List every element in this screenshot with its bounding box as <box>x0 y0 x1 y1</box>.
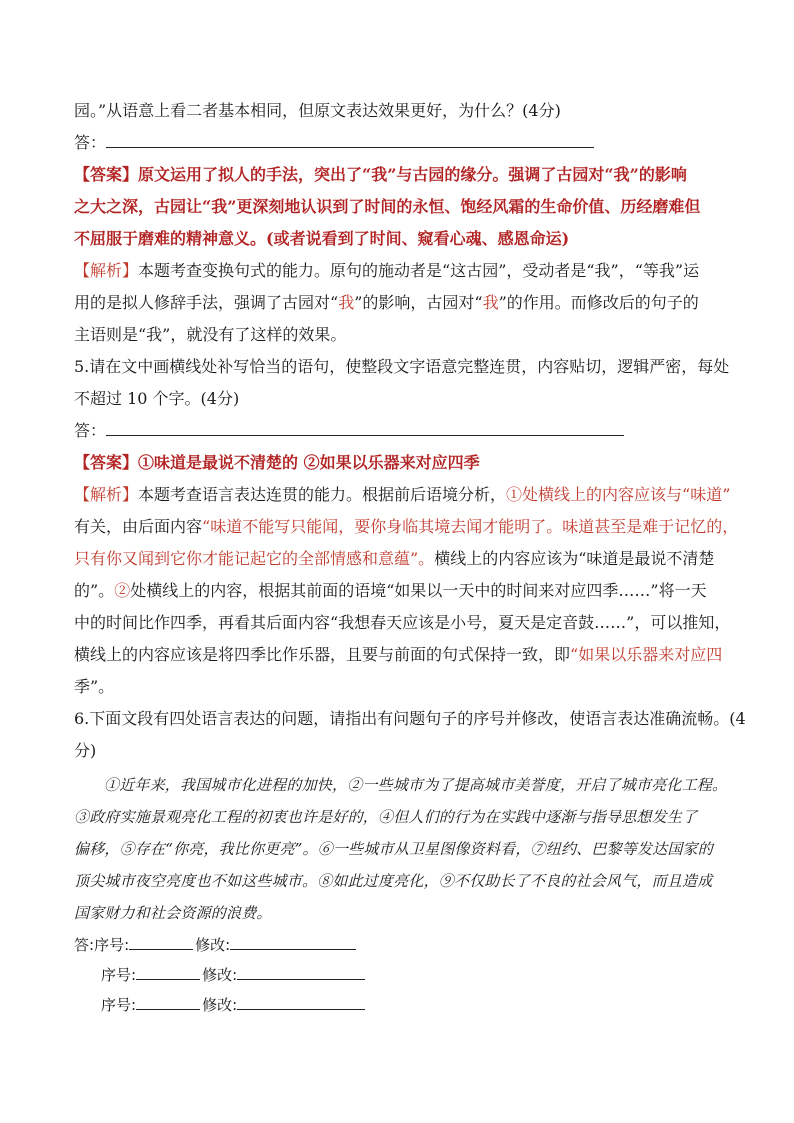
q6-question: 6.下面文段有四处语言表达的问题，请指出有问题句子的序号并修改，使语言表达准确流畅。(4 <box>74 709 746 728</box>
mod-label: 修改: <box>202 996 238 1014</box>
q6-question-cont: 分) <box>74 741 97 760</box>
q4-question-line: 园。”从语意上看二者基本相同，但原文表达效果更好，为什么？(4分) <box>74 101 561 120</box>
mod-blank[interactable] <box>237 995 365 1010</box>
q5-explanation-cont: 只有你又闻到它你才能记起它的全部情感和意蕴”。横线上的内容应该为“味道是最说不清楚 <box>74 549 715 568</box>
mod-label: 修改: <box>202 966 238 984</box>
mod-blank[interactable] <box>237 965 365 980</box>
answer-blank[interactable] <box>106 421 624 436</box>
seq-label: 序号: <box>101 966 137 984</box>
q4-answer-line <box>74 133 594 153</box>
answer-blank[interactable] <box>106 133 594 148</box>
q4-answer-cont: 之大之深，古园让“我”更深刻地认识到了时间的永恒、饱经风霜的生命价值、历经磨难但 <box>74 197 701 216</box>
q6-answer-row <box>74 935 356 955</box>
q4-explanation-cont: 主语则是“我”，就没有了这样的效果。 <box>74 325 347 344</box>
q4-explanation-cont: 用的是拟人修辞手法，强调了古园对“我”的影响，古园对“我”的作用。而修改后的句子的 <box>74 293 699 312</box>
q5-answer-line <box>74 421 624 441</box>
q5-question-cont: 不超过 10 个字。(4分) <box>74 389 240 408</box>
highlight-text: ② <box>114 581 131 600</box>
q6-answer-row <box>101 965 365 985</box>
answer-text: 原文运用了拟人的手法，突出了“我”与古园的缘分。强调了古园对“我”的影响 <box>138 165 687 184</box>
q5-question: 5.请在文中画横线处补写恰当的语句，使整段文字语意完整连贯，内容贴切，逻辑严密，每处 <box>74 357 730 376</box>
q4-answer-cont: 不屈服于磨难的精神意义。(或者说看到了时间、窥看心魂、感恩命运) <box>74 229 570 248</box>
highlight-text: 我 <box>338 293 355 312</box>
q6-passage-line: 顶尖城市夜空亮度也不如这些城市。⑧如此过度亮化，⑨不仅助长了不良的社会风气，而且造成 <box>74 872 713 890</box>
q6-passage-line: 偏移，⑤存在“你亮，我比你更亮”。⑥一些城市从卫星图像资料看，⑦纽约、巴黎等发达国家的 <box>74 840 713 858</box>
q5-answer <box>74 453 480 473</box>
answer-label: 答： <box>74 421 107 440</box>
seq-blank[interactable] <box>136 995 200 1010</box>
highlight-text: “如果以乐器来对应四 <box>570 645 723 664</box>
q6-passage-line: 国家财力和社会资源的浪费。 <box>74 904 272 922</box>
q5-explanation-cont: 有关，由后面内容“味道不能写只能闻，要你身临其境去闻才能明了。味道甚至是难于记忆的， <box>74 517 739 536</box>
mod-blank[interactable] <box>230 935 356 950</box>
answer-label: 答： <box>74 133 107 152</box>
q4-explanation <box>74 261 699 281</box>
q5-explanation-cont: 季”。 <box>74 677 115 696</box>
answer-label: 答: <box>74 936 95 954</box>
seq-blank[interactable] <box>136 965 200 980</box>
highlight-text: 我 <box>482 293 499 312</box>
highlight-text: ①处横线上的内容应该与“味道” <box>506 485 731 504</box>
answer-text: ①味道是最说不清楚的 ②如果以乐器来对应四季 <box>138 453 480 472</box>
explanation-tag: 【解析】 <box>74 261 139 280</box>
mod-label: 修改: <box>195 936 231 954</box>
q6-passage-line: ③政府实施景观亮化工程的初衷也许是好的，④但人们的行为在实践中逐渐与指导思想发生了 <box>74 808 698 826</box>
q5-explanation: 【解析】本题考查语言表达连贯的能力。根据前后语境分析，①处横线上的内容应该与“味道” <box>74 485 731 504</box>
q6-passage-line: ①近年来，我国城市化进程的加快，②一些城市为了提高城市美誉度，开启了城市亮化工程。 <box>104 776 728 794</box>
seq-label: 序号: <box>101 996 137 1014</box>
q6-answer-row <box>101 995 365 1015</box>
q5-explanation-cont: 中的时间比作四季，再看其后面内容“我想春天应该是小号，夏天是定音鼓……”，可以推知， <box>74 613 731 632</box>
seq-label: 序号: <box>94 936 130 954</box>
highlight-text: 只有你又闻到它你才能记起它的全部情感和意蕴”。 <box>74 549 435 568</box>
explanation-text: 本题考查变换句式的能力。原句的施动者是“这古园”，受动者是“我”，“等我”运 <box>138 261 700 280</box>
seq-blank[interactable] <box>129 935 193 950</box>
answer-tag: 【答案】 <box>74 165 139 184</box>
q5-explanation-cont: 横线上的内容应该是将四季比作乐器，且要与前面的句式保持一致，即“如果以乐器来对应四 <box>74 645 723 664</box>
answer-tag: 【答案】 <box>74 453 139 472</box>
highlight-text: “味道不能写只能闻，要你身临其境去闻才能明了。味道甚至是难于记忆的， <box>202 517 739 536</box>
explanation-tag: 【解析】 <box>74 485 139 504</box>
q5-explanation-cont: 的”。②处横线上的内容，根据其前面的语境“如果以一天中的时间来对应四季……”将一天 <box>74 581 707 600</box>
q4-answer <box>74 165 687 185</box>
